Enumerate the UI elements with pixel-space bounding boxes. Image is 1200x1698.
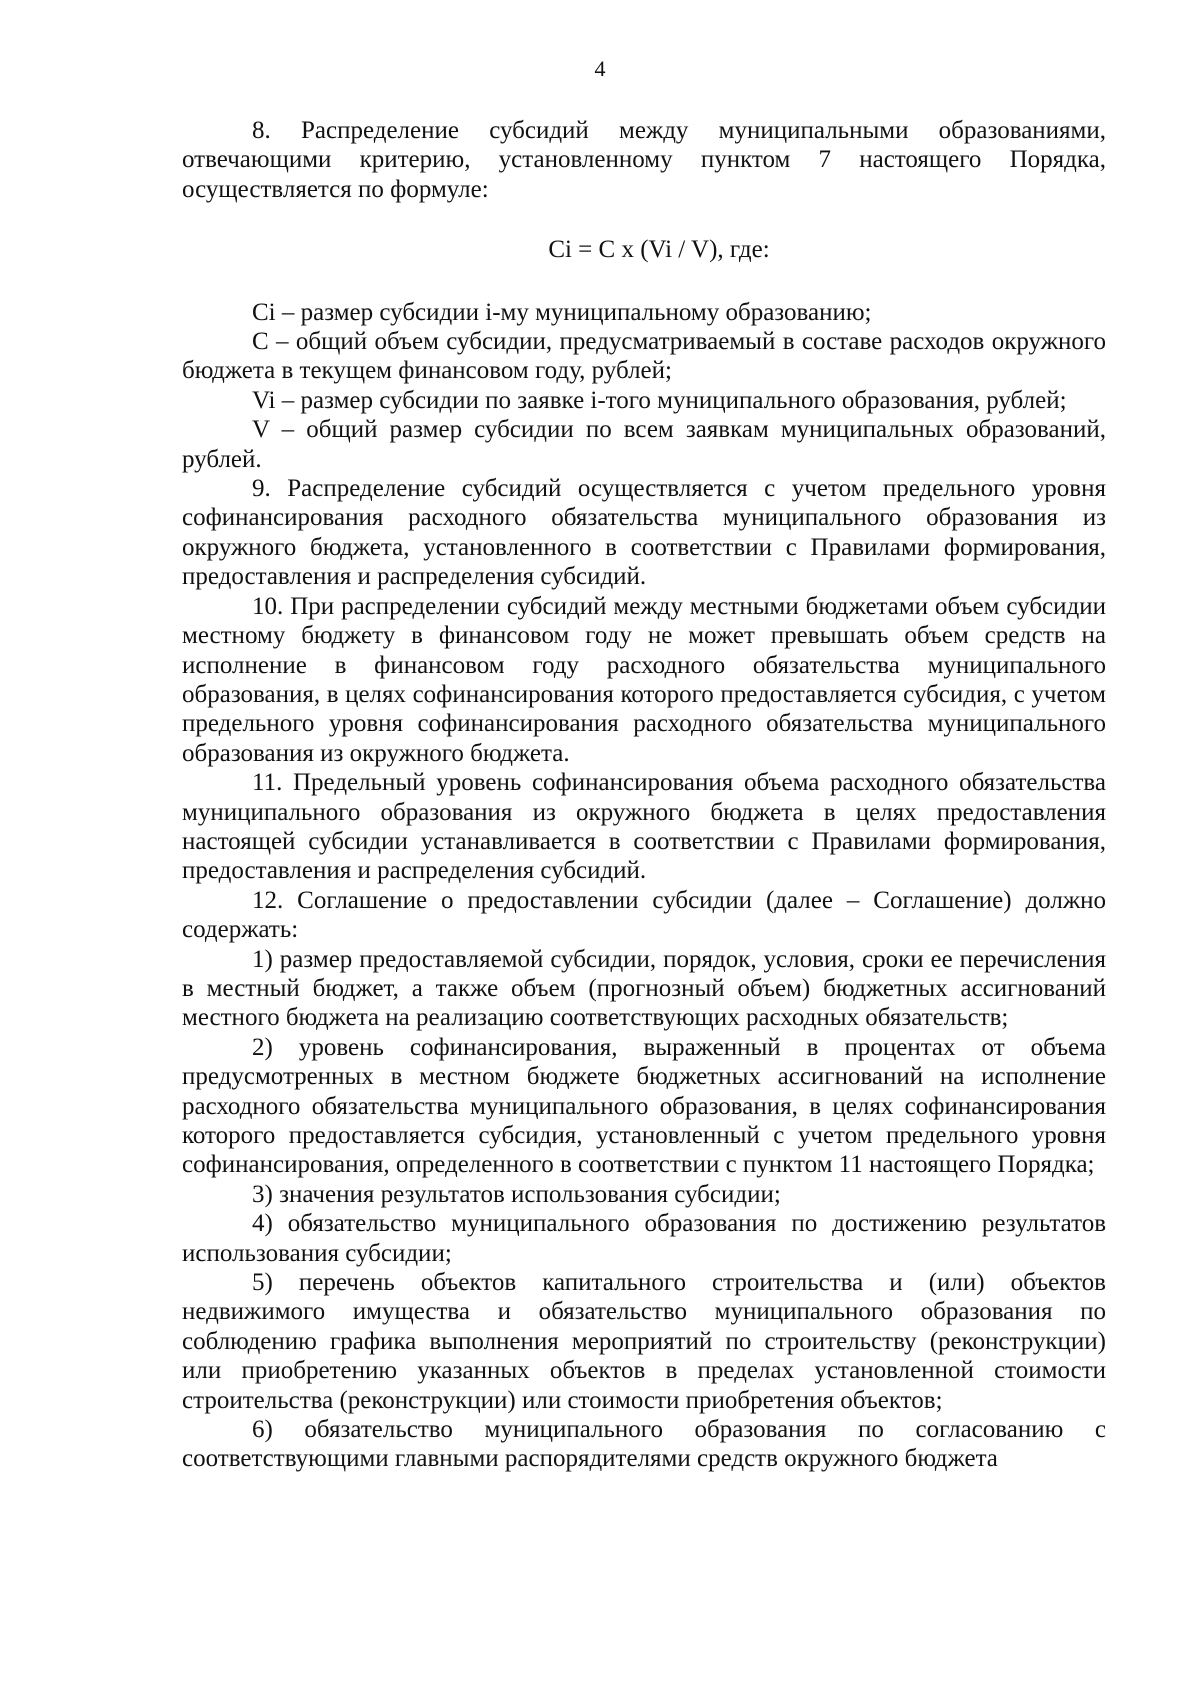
page-number: 4 bbox=[594, 56, 606, 81]
definition-v: V – общий размер субсидии по всем заявкам муниципальных образований, рублей. bbox=[182, 416, 1106, 473]
list-item-4: 4) обязательство муниципального образования по достижению результатов использования субсидии; bbox=[182, 1210, 1106, 1267]
paragraph-12: 12. Соглашение о предоставлении субсидии (далее – Соглашение) должно содержать: bbox=[182, 886, 1106, 944]
definition-vi: Vi – размер субсидии по заявке i-того муниципального образования, рублей; bbox=[252, 386, 1067, 414]
list-item-1: 1) размер предоставляемой субсидии, порядок, условия, сроки ее перечисления в местный бюджет, а также объем (прогнозный объем) бюджетных ассигнований местного бюджета на реализацию соответствующих расходных обязательств; bbox=[182, 945, 1106, 1032]
list-item-6: 6) обязательство муниципального образования по согласованию с соответствующими главными распорядителями средств окружного бюджета bbox=[182, 1416, 1106, 1473]
paragraph-9: 9. Распределение субсидий осуществляется с учетом предельного уровня софинансирования расходного обязательства муниципального образования из окружного бюджета, установленного в соответствии с Правилами формирования, предоставления и распределения субсидий. bbox=[182, 475, 1106, 591]
formula: Ci = C x (Vi / V), где: bbox=[548, 236, 770, 264]
paragraph-8: 8. Распределение субсидий между муниципальными образованиями, отвечающими критерию, установленному пунктом 7 настоящего Порядка, осуществляется по формуле: bbox=[182, 117, 1106, 203]
definition-ci: Ci – размер субсидии i-му муниципальному образованию; bbox=[252, 298, 872, 326]
document-body bbox=[182, 116, 1106, 1474]
list-item-3: 3) значения результатов использования субсидии; bbox=[252, 1180, 781, 1208]
list-item-2: 2) уровень софинансирования, выраженный в процентах от объема предусмотренных в местном бюджете бюджетных ассигнований на исполнение расходного обязательства муниципального образования, в целях софинансирования которого предоставляется субсидия, установленный с учетом предельного уровня софинансирования, определенного в соответствии с пунктом 11 настоящего Порядка; bbox=[182, 1033, 1106, 1179]
paragraph-11: 11. Предельный уровень софинансирования объема расходного обязательства муниципального образования из окружного бюджета в целях предоставления настоящей субсидии устанавливается в соответствии с Правилами формирования, предоставления и распределения субсидий. bbox=[182, 769, 1106, 885]
paragraph-10: 10. При распределении субсидий между местными бюджетами объем субсидии местному бюджету в финансовом году не может превышать объем средств на исполнение в финансовом году расходного обязательства муниципального образования, в целях софинансирования которого предоставляется субсидия, с учетом предельного уровня софинансирования расходного обязательства муниципального образования из окружного бюджета. bbox=[182, 592, 1106, 767]
definition-c: C – общий объем субсидии, предусматриваемый в составе расходов окружного бюджета в текущем финансовом году, рублей; bbox=[182, 328, 1106, 385]
list-item-5: 5) перечень объектов капитального строительства и (или) объектов недвижимого имущества и обязательство муниципального образования по соблюдению графика выполнения мероприятий по строительству (реконструкции) или приобретению указанных объектов в пределах установленной стоимости строительства (реконструкции) или стоимости приобретения объектов; bbox=[182, 1269, 1106, 1414]
